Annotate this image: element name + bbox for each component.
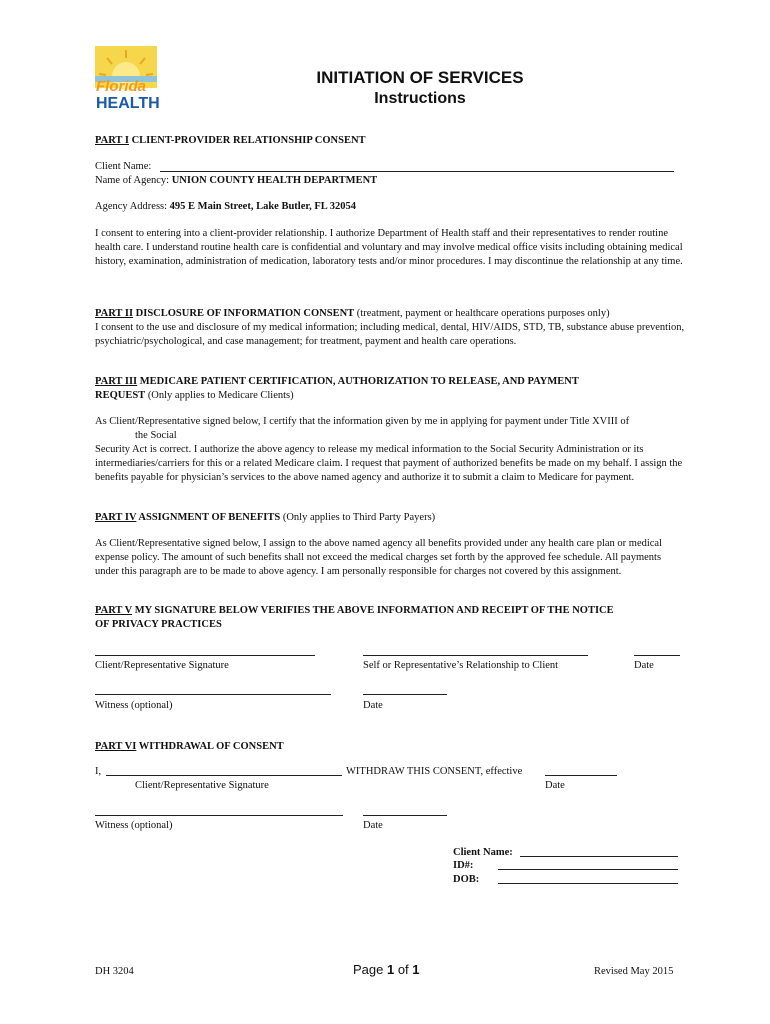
part5-title: MY SIGNATURE BELOW VERIFIES THE ABOVE INFORMATION AND RECEIPT OF THE NOTICE: [132, 605, 614, 616]
withdraw-witness-date-label: Date: [363, 820, 383, 831]
revised-date: Revised May 2015: [594, 966, 674, 977]
client-signature-label: Client/Representative Signature: [95, 660, 229, 671]
client-box-id-label: ID#:: [453, 860, 474, 871]
agency-name-label: Name of Agency:: [95, 175, 172, 186]
withdraw-text: WITHDRAW THIS CONSENT, effective: [346, 766, 523, 777]
withdraw-witness-label: Witness (optional): [95, 820, 173, 831]
part4-title: ASSIGNMENT OF BENEFITS: [136, 512, 281, 523]
part6-label: PART VI: [95, 741, 137, 752]
witness-label: Witness (optional): [95, 700, 173, 711]
part3-heading-line1: [95, 375, 579, 389]
part3-label: PART III: [95, 376, 138, 387]
part4-text: As Client/Representative signed below, I assign to the above named agency all benefits provided under any health care plan or medical expense policy. The amount of such benefits shall not exceed the medical charges set forth by the approved fee schedule. All payments under this paragraph are to be made to above agency. I am personally responsible for charges not covered by this assignment.: [95, 538, 663, 577]
signature-date-label: Date: [634, 660, 654, 671]
client-box-dob-field[interactable]: [498, 883, 678, 884]
agency-address-value: 495 E Main Street, Lake Butler, FL 32054: [169, 201, 357, 212]
part5-heading-line1: [95, 604, 614, 618]
page-number: [353, 962, 420, 977]
part6-heading: [95, 740, 284, 754]
part2-text: I consent to the use and disclosure of my medical information; including medical, dental, HIV/AIDS, STD, TB, substance abuse prevention, psychiatric/psychological, and case management; for treatment, payment and health care operations.: [95, 322, 685, 347]
part2-heading: [95, 307, 610, 321]
part3-heading-line2: [95, 389, 294, 403]
withdraw-date-label: Date: [545, 780, 565, 791]
client-signature-field[interactable]: [95, 655, 315, 656]
withdraw-witness-field[interactable]: [95, 815, 343, 816]
logo-text-health: HEALTH: [96, 95, 160, 112]
part4-note: (Only applies to Third Party Payers): [280, 512, 436, 523]
part1-heading: [95, 134, 366, 148]
relationship-field[interactable]: [363, 655, 588, 656]
part4-heading: [95, 511, 435, 525]
page-title: INITIATION OF SERVICES: [316, 68, 524, 87]
part5-heading-line2: OF PRIVACY PRACTICES: [95, 619, 222, 630]
agency-address: [95, 200, 356, 214]
part2-label: PART II: [95, 308, 134, 319]
part3-title: MEDICARE PATIENT CERTIFICATION, AUTHORIZATION TO RELEASE, AND PAYMENT: [137, 376, 579, 387]
client-box-name-field[interactable]: [520, 856, 678, 857]
witness-date-label: Date: [363, 700, 383, 711]
relationship-label: Self or Representative’s Relationship to Client: [363, 660, 559, 671]
page-prefix: Page: [353, 962, 387, 977]
client-name-label: Client Name:: [95, 161, 152, 172]
agency-address-label: Agency Address:: [95, 201, 170, 212]
part3-text-line1: As Client/Representative signed below, I certify that the information given by me in applying for payment under Title XVIII of: [95, 416, 630, 427]
part3-text-line2: the Social: [135, 430, 177, 441]
part3-text-rest: Security Act is correct. I authorize the above agency to release my medical information to the Social Security Administration or its intermediaries/carriers for this or a related Medicare claim. I request that payment of authorized benefits be made on my behalf. I assign the benefits payable for physician’s services to the above named agency and authorize it to submit a claim to Medicare for payment.: [95, 444, 683, 483]
client-name-field[interactable]: [160, 171, 674, 172]
signature-date-field[interactable]: [634, 655, 680, 656]
client-box-name-label: Client Name:: [453, 847, 513, 858]
part1-consent-text: I consent to entering into a client-provider relationship. I authorize Department of Health staff and their representatives to render routine health care. I understand routine health care is confidential and voluntary and may involve medical office visits including obtaining medical history, examination, administration of medication, laboratory tests and/or minor procedures. I may discontinue the relationship at any time.: [95, 228, 683, 267]
withdraw-signature-field[interactable]: [106, 775, 342, 776]
part5-label: PART V: [95, 605, 133, 616]
withdraw-witness-date-field[interactable]: [363, 815, 447, 816]
withdraw-signature-label: Client/Representative Signature: [135, 780, 269, 791]
page-total: 1: [412, 962, 420, 977]
witness-date-field[interactable]: [363, 694, 447, 695]
florida-health-logo: [95, 46, 160, 114]
client-box-id-field[interactable]: [498, 869, 678, 870]
part3-note: (Only applies to Medicare Clients): [145, 390, 294, 401]
withdraw-i-label: I,: [95, 766, 102, 777]
part3-title-cont: REQUEST: [95, 390, 146, 401]
page-subtitle: Instructions: [374, 90, 466, 107]
part1-label: PART I: [95, 135, 129, 146]
agency-name-value: UNION COUNTY HEALTH DEPARTMENT: [171, 175, 378, 186]
client-box-dob-label: DOB:: [453, 874, 480, 885]
page-of: of: [394, 962, 413, 977]
witness-field[interactable]: [95, 694, 331, 695]
part6-title: WITHDRAWAL OF CONSENT: [136, 741, 284, 752]
page-current: 1: [386, 962, 395, 977]
part2-title: DISCLOSURE OF INFORMATION CONSENT: [133, 308, 355, 319]
part4-label: PART IV: [95, 512, 137, 523]
part2-note: (treatment, payment or healthcare operations purposes only): [354, 308, 610, 319]
agency-name: [95, 174, 377, 188]
logo-text-florida: Florida: [96, 78, 147, 95]
part1-title: CLIENT-PROVIDER RELATIONSHIP CONSENT: [128, 135, 366, 146]
withdraw-date-field[interactable]: [545, 775, 617, 776]
form-number: DH 3204: [95, 966, 134, 977]
